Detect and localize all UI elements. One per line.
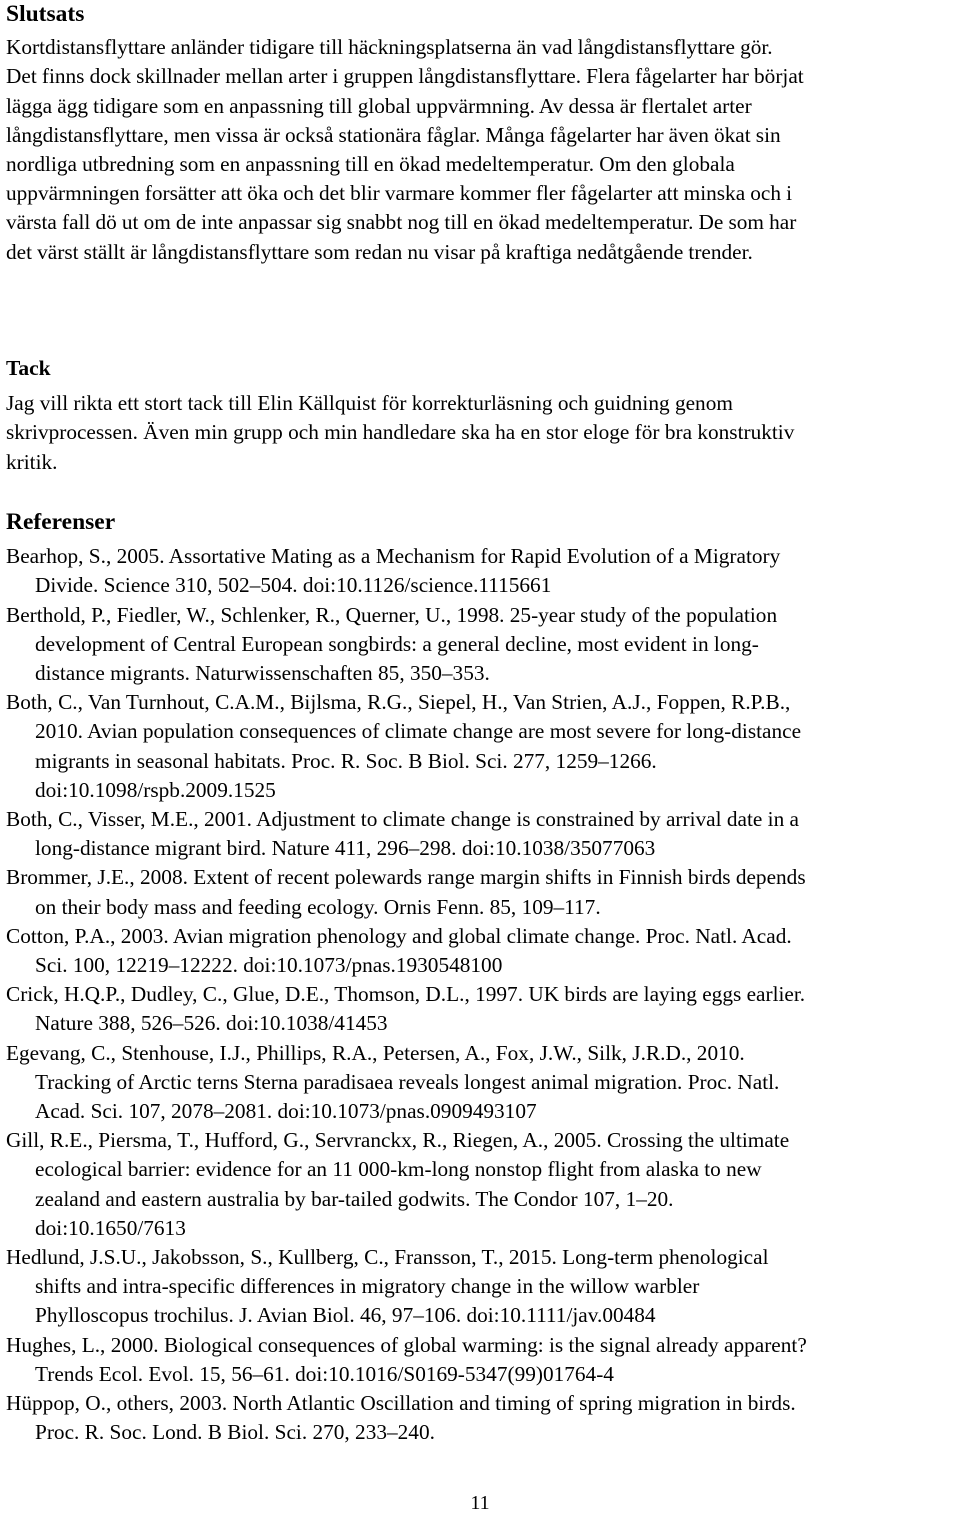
- page-number: 11: [470, 1492, 490, 1514]
- thanks-heading: Tack: [6, 356, 51, 380]
- reference-item: Hedlund, J.S.U., Jakobsson, S., Kullberg, C., Fransson, T., 2015. Long-term phenological shifts and intra-specific differences in migratory change in the willow warbler Phylloscopus trochilus. J. Avian Biol. 46, 97–106. doi:10.1111/jav.00484: [6, 1245, 769, 1328]
- reference-item: Hughes, L., 2000. Biological consequences of global warming: is the signal already apparent? Trends Ecol. Evol. 15, 56–61. doi:10.1016/S0169-5347(99)01764-4: [6, 1332, 807, 1386]
- document-page: [6, 0, 960, 1445]
- reference-item: Both, C., Van Turnhout, C.A.M., Bijlsma, R.G., Siepel, H., Van Strien, A.J., Foppen, R.P.B., 2010. Avian population consequences of climate change are most severe for long-distance migrants in seasonal habitats. Proc. R. Soc. B Biol. Sci. 277, 1259–1266. doi:10.1098/rspb.2009.1525: [6, 690, 802, 802]
- thanks-section: [6, 354, 960, 477]
- conclusion-paragraph: Kortdistansflyttare anländer tidigare till häckningsplatserna än vad långdistansflyttare gör. Det finns dock skillnader mellan arter i gruppen långdistansflyttare. Flera fågelarter har börjat lägga ägg tidigare som en anpassning till global uppvärmning. Av dessa är flertalet arter långdistansflyttare, men vissa är också stationära fåglar. Många fågelarter har även ökat sin nordliga utbredning som en anpassning till en ökad medeltemperatur. Om den globala uppvärmningen forsätter att öka och det blir varmare kommer fler fågelarter att minska och i värsta fall dö ut om de inte anpassar sig snabbt nog till en ökad medeltemperatur. De som har det värst ställt är långdistansflyttare som redan nu visar på kraftiga nedåtgående trender.: [6, 35, 804, 264]
- reference-item: Brommer, J.E., 2008. Extent of recent polewards range margin shifts in Finnish birds depends on their body mass and feeding ecology. Ornis Fenn. 85, 109–117.: [6, 865, 806, 919]
- conclusion-section: [6, 0, 960, 267]
- reference-item: Crick, H.Q.P., Dudley, C., Glue, D.E., Thomson, D.L., 1997. UK birds are laying eggs earlier. Nature 388, 526–526. doi:10.1038/41453: [6, 982, 806, 1036]
- thanks-paragraph: Jag vill rikta ett stort tack till Elin Källquist för korrekturläsning och guidning genom skrivprocessen. Även min grupp och min handledare ska ha en stor eloge för bra konstruktiv kritik.: [6, 391, 795, 474]
- reference-item: Gill, R.E., Piersma, T., Hufford, G., Servranckx, R., Riegen, A., 2005. Crossing the ultimate ecological barrier: evidence for an 11 000-km-long nonstop flight from alaska to new zealand and eastern australia by bar-tailed godwits. The Condor 107, 1–20. doi:10.1650/7613: [6, 1128, 790, 1240]
- reference-item: Bearhop, S., 2005. Assortative Mating as a Mechanism for Rapid Evolution of a Migratory Divide. Science 310, 502–504. doi:10.1126/science.1115661: [6, 544, 781, 598]
- references-section: [6, 508, 960, 1448]
- reference-item: Cotton, P.A., 2003. Avian migration phenology and global climate change. Proc. Natl. Acad. Sci. 100, 12219–12222. doi:10.1073/pnas.1930548100: [6, 923, 792, 978]
- reference-list: [6, 542, 960, 1447]
- reference-item: Egevang, C., Stenhouse, I.J., Phillips, R.A., Petersen, A., Fox, J.W., Silk, J.R.D., 2010. Tracking of Arctic terns Sterna paradisaea reveals longest animal migration. Proc. Natl. Acad. Sci. 107, 2078–2081. doi:10.1073/pnas.0909493107: [6, 1040, 780, 1124]
- reference-item: Hüppop, O., others, 2003. North Atlantic Oscillation and timing of spring migration in birds. Proc. R. Soc. Lond. B Biol. Sci. 270, 233–240.: [6, 1391, 796, 1445]
- reference-item: Berthold, P., Fiedler, W., Schlenker, R., Querner, U., 1998. 25-year study of the population development of Central European songbirds: a general decline, most evident in long- distance migrants. Naturwissenschaften 85, 350–353.: [6, 602, 778, 686]
- reference-item: Both, C., Visser, M.E., 2001. Adjustment to climate change is constrained by arrival date in a long-distance migrant bird. Nature 411, 296–298. doi:10.1038/35077063: [6, 807, 799, 861]
- references-heading: Referenser: [6, 509, 116, 535]
- conclusion-heading: Slutsats: [6, 1, 85, 27]
